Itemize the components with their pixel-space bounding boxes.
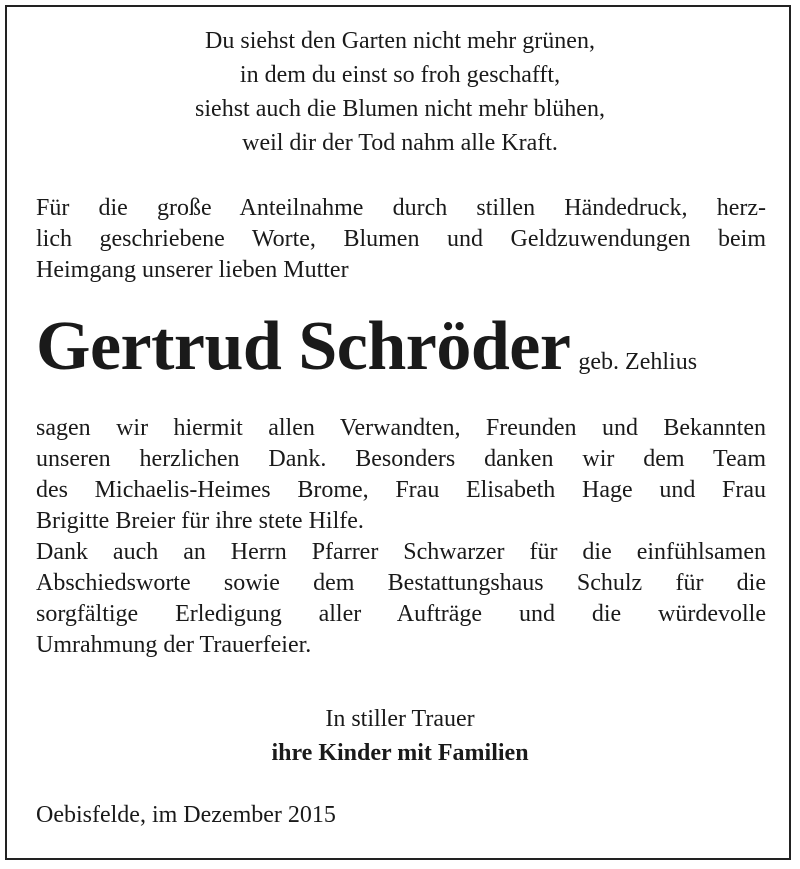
poem-line: weil dir der Tod nahm alle Kraft.: [242, 130, 558, 156]
thanks-line: Umrahmung der Trauerfeier.: [36, 632, 312, 658]
mourning-phrase: In stiller Trauer: [325, 706, 475, 732]
place-and-date: Oebisfelde, im Dezember 2015: [36, 802, 336, 828]
family-signature: ihre Kinder mit Familien: [271, 740, 529, 766]
thanks-paragraph: [36, 413, 766, 661]
thanks-line: sorgfältige Erledigung aller Aufträge und die würdevolle: [36, 601, 766, 627]
signature-block: [0, 702, 800, 770]
poem-line: siehst auch die Blumen nicht mehr blühen,: [195, 96, 605, 122]
deceased-name: Gertrud Schröder: [36, 308, 571, 385]
thanks-line: sagen wir hiermit allen Verwandten, Freunden und Bekannten: [36, 415, 766, 441]
memorial-poem: [0, 24, 800, 160]
intro-line: Für die große Anteilnahme durch stillen Händedruck, herz-: [36, 195, 766, 221]
poem-line: in dem du einst so froh geschafft,: [239, 62, 561, 88]
thanks-line: unseren herzlichen Dank. Besonders danken wir dem Team: [36, 446, 766, 472]
intro-line: lich geschriebene Worte, Blumen und Geldzuwendungen beim: [36, 226, 766, 252]
intro-line: Heimgang unserer lieben Mutter: [36, 257, 349, 283]
deceased-name-row: [36, 307, 766, 387]
thanks-line: des Michaelis-Heimes Brome, Frau Elisabeth Hage und Frau: [36, 477, 766, 503]
thanks-line: Abschiedsworte sowie dem Bestattungshaus Schulz für die: [36, 570, 766, 596]
thanks-line: Dank auch an Herrn Pfarrer Schwarzer für die einfühlsamen: [36, 539, 766, 565]
birth-name: geb. Zehlius: [578, 349, 698, 375]
poem-line: Du siehst den Garten nicht mehr grünen,: [205, 28, 595, 54]
thanks-line: Brigitte Breier für ihre stete Hilfe.: [36, 508, 364, 534]
intro-paragraph: [36, 193, 766, 286]
